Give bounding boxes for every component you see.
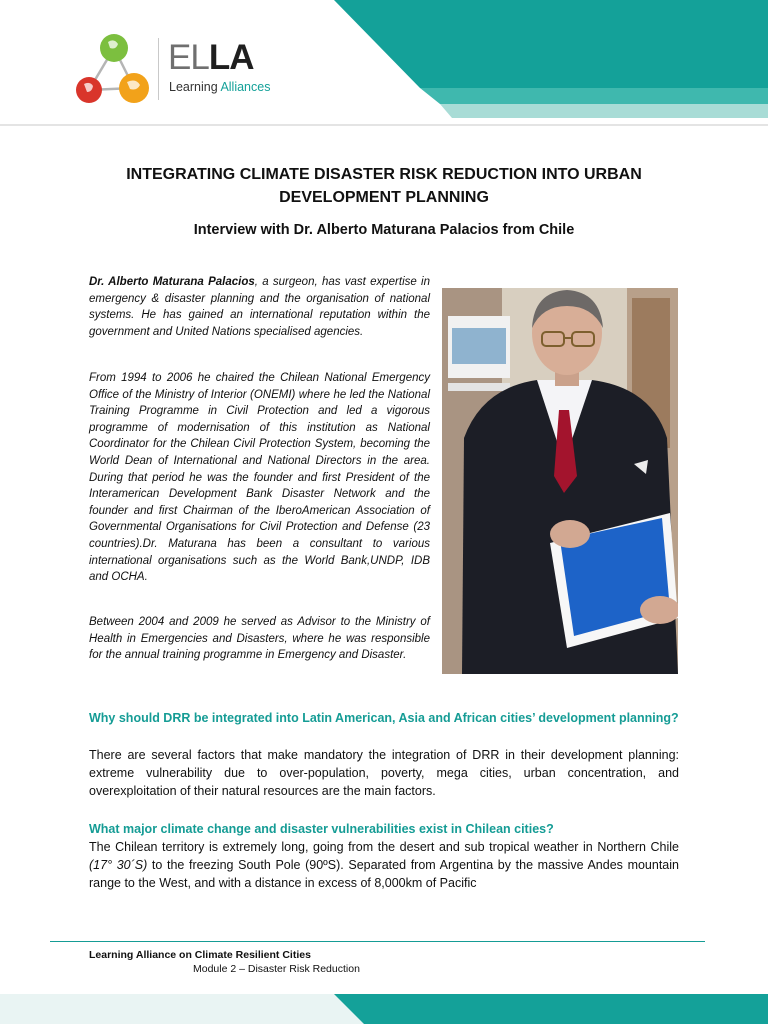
footer-ribbon-graphic [0, 990, 768, 1024]
document-subtitle: Interview with Dr. Alberto Maturana Palacios from Chile [193, 222, 575, 238]
portrait-photo [442, 288, 678, 674]
brand-light: EL [168, 38, 209, 77]
brand-tagline [169, 80, 270, 94]
answer-2-part-1: The Chilean territory is extremely long, going from the desert and sub tropical weather in Northern Chile [89, 840, 679, 854]
answer-1: There are several factors that make mandatory the integration of DRR in their development planning: extreme vulnerability due to over-population, poverty, mega cities, urban concentration, and overexploitation of their natural resources are the main factors. [89, 748, 679, 798]
brand-name [168, 39, 253, 77]
answer-2 [89, 838, 679, 892]
document-title: INTEGRATING CLIMATE DISASTER RISK REDUCTION INTO URBAN DEVELOPMENT PLANNING [126, 166, 642, 206]
footer-divider [50, 941, 705, 942]
header-divider [0, 124, 768, 126]
footer-module-label: Module 2 – Disaster Risk Reduction [193, 963, 360, 975]
question-1: Why should DRR be integrated into Latin American, Asia and African cities’ development planning? [89, 711, 679, 725]
question-2: What major climate change and disaster vulnerabilities exist in Chilean cities? [89, 822, 554, 836]
latitude-coordinate: (17° 30´S) [89, 858, 148, 872]
page-header [0, 0, 768, 128]
tagline-prefix: Learning [169, 80, 221, 94]
logo-separator [158, 38, 159, 100]
intro-paragraph-1 [89, 274, 430, 340]
answer-2-part-2: to the freezing South Pole (90ºS). Separated from Argentina by the massive Andes mountain range to the West, and with a distance in excess of 8,000km of Pacific [89, 858, 679, 890]
intro-paragraph-2: From 1994 to 2006 he chaired the Chilean National Emergency Office of the Ministry of Interior (ONEMI) where he led the National Training Programme in Civil Protection and led a vigorous programme of modernisation of this institution as National Coordinator for the Chilean Civil Protection System, becoming the World Dean of International and National Directors in the area. During that period he was the founder and first President of the Interamerican Development Bank Disaster Network and the founder and first Chairman of the IberoAmerican Association of Governmental Organisations for Civil Protection and Defense (23 countries).Dr. Maturana has been a consultant to various international organisations such as the World Bank,UNDP, IDB and OCHA. [89, 372, 430, 584]
intro-paragraph-1-text: , a surgeon, has vast expertise in emergency & disaster planning and the organisation of national systems. He has gained an international reputation within the government and United Nations specialised agencies. [89, 276, 430, 338]
footer-series-title: Learning Alliance on Climate Resilient Cities [89, 949, 311, 961]
tagline-accent: Alliances [220, 80, 271, 94]
intro-paragraph-3: Between 2004 and 2009 he served as Advisor to the Ministry of Health in Emergencies and Disasters, where he was responsible for the annual training programme in Emergency and Disaster. [89, 616, 430, 662]
brand-bold: LA [208, 38, 254, 77]
interviewee-name: Dr. Alberto Maturana Palacios [89, 276, 255, 288]
